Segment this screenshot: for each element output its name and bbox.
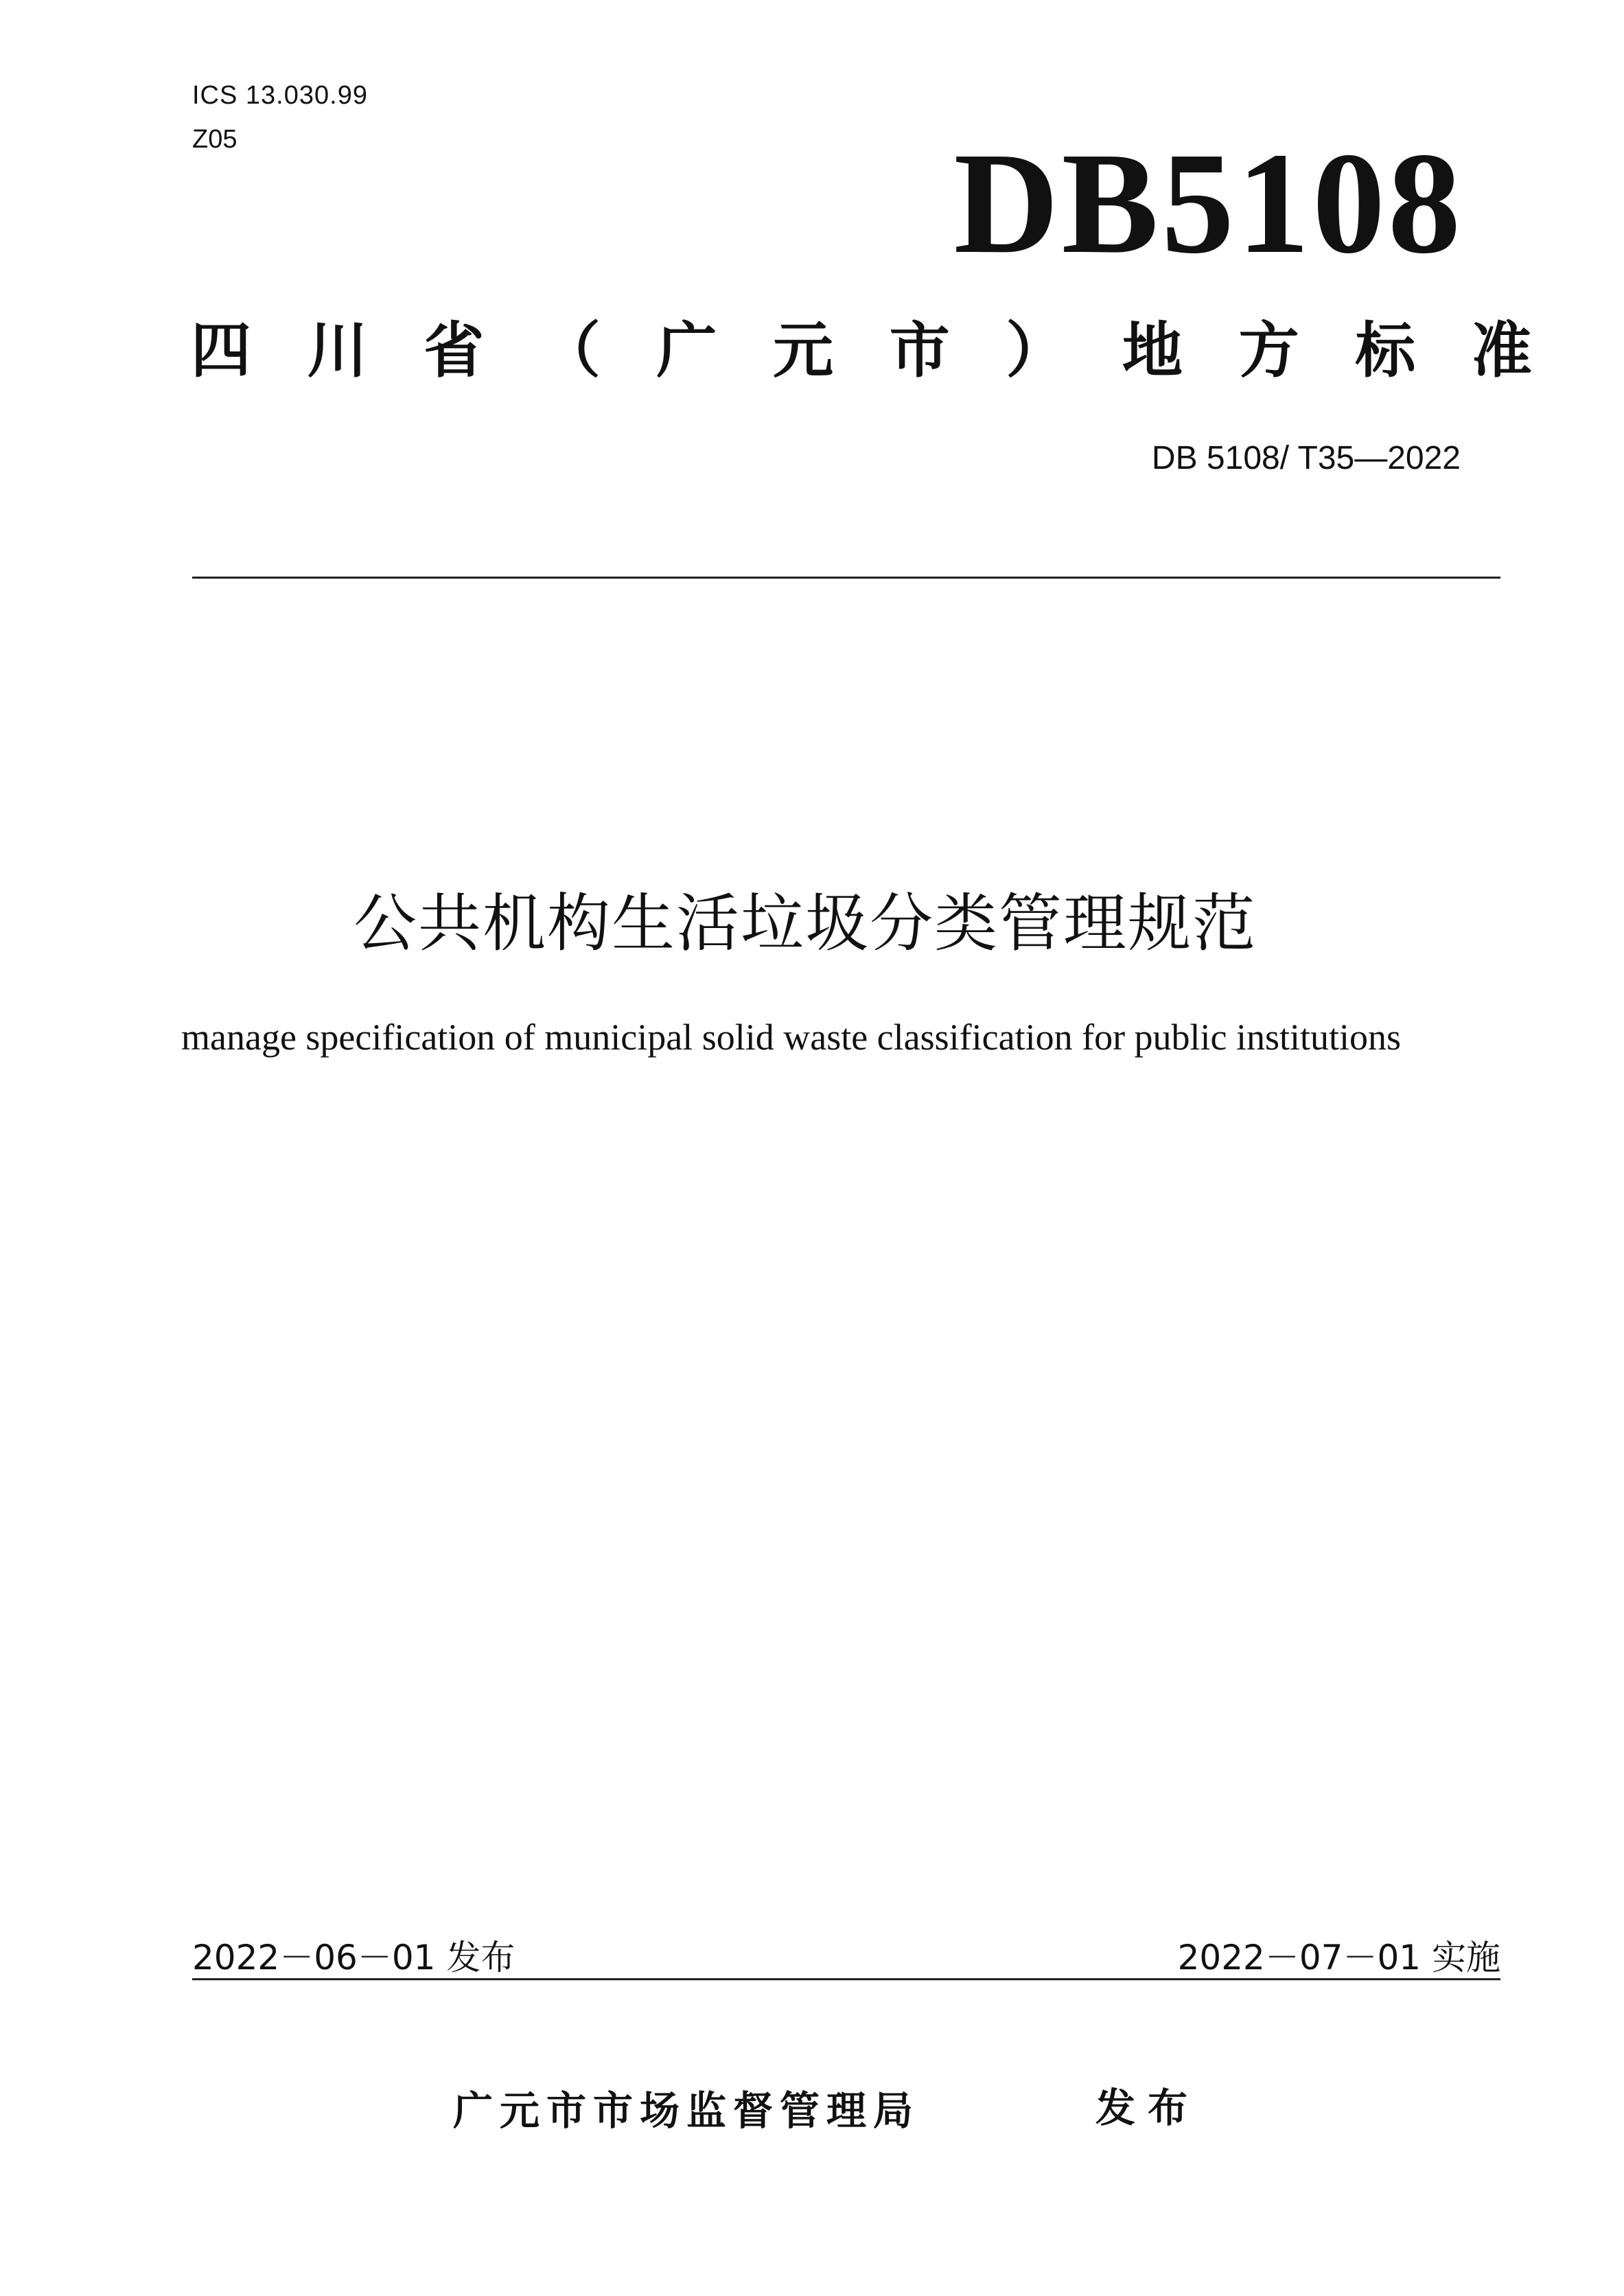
standard-type-char: 标 <box>1355 315 1416 386</box>
standard-type-char: 方 <box>1238 315 1299 386</box>
standard-type-char: ） <box>1006 315 1067 386</box>
standard-type-char: 准 <box>1471 315 1532 386</box>
implementation-date: 2022－07－01 实施 <box>1177 1938 1500 1978</box>
standard-type-char: 市 <box>889 315 950 386</box>
standard-type-char: 川 <box>307 315 368 386</box>
document-title-chinese: 公共机构生活垃圾分类管理规范 <box>353 887 1257 960</box>
footer-divider <box>192 1978 1500 1980</box>
classification-code: Z05 <box>192 125 237 154</box>
standard-number: DB 5108/ T35—2022 <box>1151 440 1461 476</box>
issuing-authority: 广元市市场监督管理局 <box>453 2087 920 2134</box>
standard-mark: DB5108 <box>953 122 1463 283</box>
standard-type-heading <box>191 314 1532 387</box>
issue-label: 发布 <box>1095 2085 1200 2131</box>
header-divider <box>192 577 1500 579</box>
standard-type-char: 四 <box>191 315 252 386</box>
standard-type-char: 省 <box>424 315 485 386</box>
issue-date: 2022－06－01 发布 <box>192 1938 515 1978</box>
standard-type-char: 地 <box>1122 315 1183 386</box>
document-title-english: manage specification of municipal solid waste classification for public institutions <box>181 1017 1402 1058</box>
standard-type-char: （ <box>540 315 601 386</box>
standard-type-char: 广 <box>656 315 717 386</box>
ics-code: ICS 13.030.99 <box>192 81 368 110</box>
standard-type-char: 元 <box>773 315 834 386</box>
